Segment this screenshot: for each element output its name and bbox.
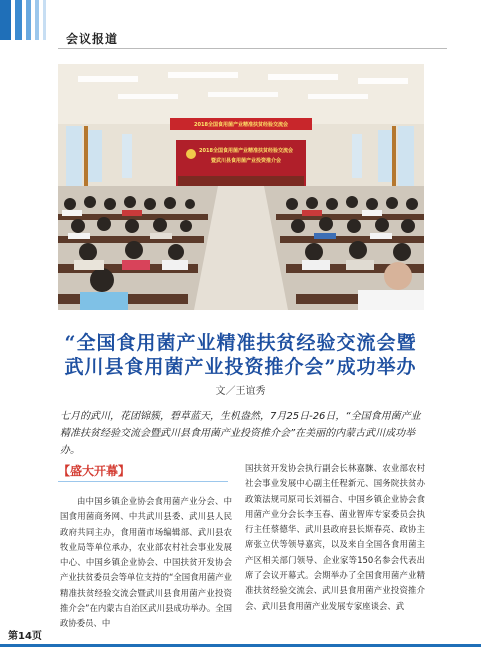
conference-photo [58,64,424,310]
header-stripe [43,0,46,40]
page-number: 第14页 [8,631,42,642]
banner-caption-top: 2018全国食用菌产业精准扶贫经验交流会 [194,122,288,128]
banner-caption-line1: 2018全国食用菌产业精准扶贫经验交流会 [199,148,293,154]
byline: 文／王谊秀 [215,386,266,397]
banner-caption-line2: 暨武川县食用菌产业投资推介会 [210,158,282,164]
lead-paragraph: 七月的武川，花团锦簇，碧草蓝天，生机盎然，7月25日-26日，“全国食用菌产业精准扶贫经验交流会暨武川县食用菌产业投资推介会”在美丽的内蒙古武川成功举办。 [60,411,421,456]
subhead-rule [58,481,228,482]
header-stripe [0,0,11,40]
header-divider [58,48,447,49]
article-title-line-2: 武川县食用菌产业投资推介会”成功举办 [64,356,417,378]
header-stripe [15,0,22,40]
section-label: 会议报道 [66,32,119,46]
section-subhead: 【盛大开幕】 [58,464,131,478]
body-column-right: 国扶贫开发协会执行副会长林嘉騋、农业部农村社会事业发展中心副主任程新元、国务院扶贫办政策法规司原司长刘福合、中国乡镇企业协会食用菌产业分会长李玉春、菌业智库专家委员会执行主任蔡德华、武川县政府县长斯春亮、政协主席张立伏等领导嘉宾，以及来自全国各食用菌主产区相关部门领导、企业家等150名参会代表出席了会议开幕式。会期举办了全国食用菌产业精准扶贫经验交流会、武川县食用菌产业投资推介会、武川县食用菌产业发展专家座谈会、武 [245,463,425,611]
body-column-left: 由中国乡镇企业协会食用菌产业分会、中国食用菌商务网、中共武川县委、武川县人民政府共同主办，食用菌市场编辑部、武川县农牧业局等单位承办，农业部农村社会事业发展中心、中国乡镇企业协会、中国扶贫开发协会产业扶贫委员会等单位支持的“全国食用菌产业精准扶贫经验交流会暨武川县食用菌产业投资推介会”在内蒙古自治区武川县成功举办。全国政协委员、中 [60,496,232,629]
article-title-line-1: “全国食用菌产业精准扶贫经验交流会暨 [64,332,417,354]
header-stripe [35,0,39,40]
header-stripe [26,0,31,40]
footer-rule [0,644,481,647]
